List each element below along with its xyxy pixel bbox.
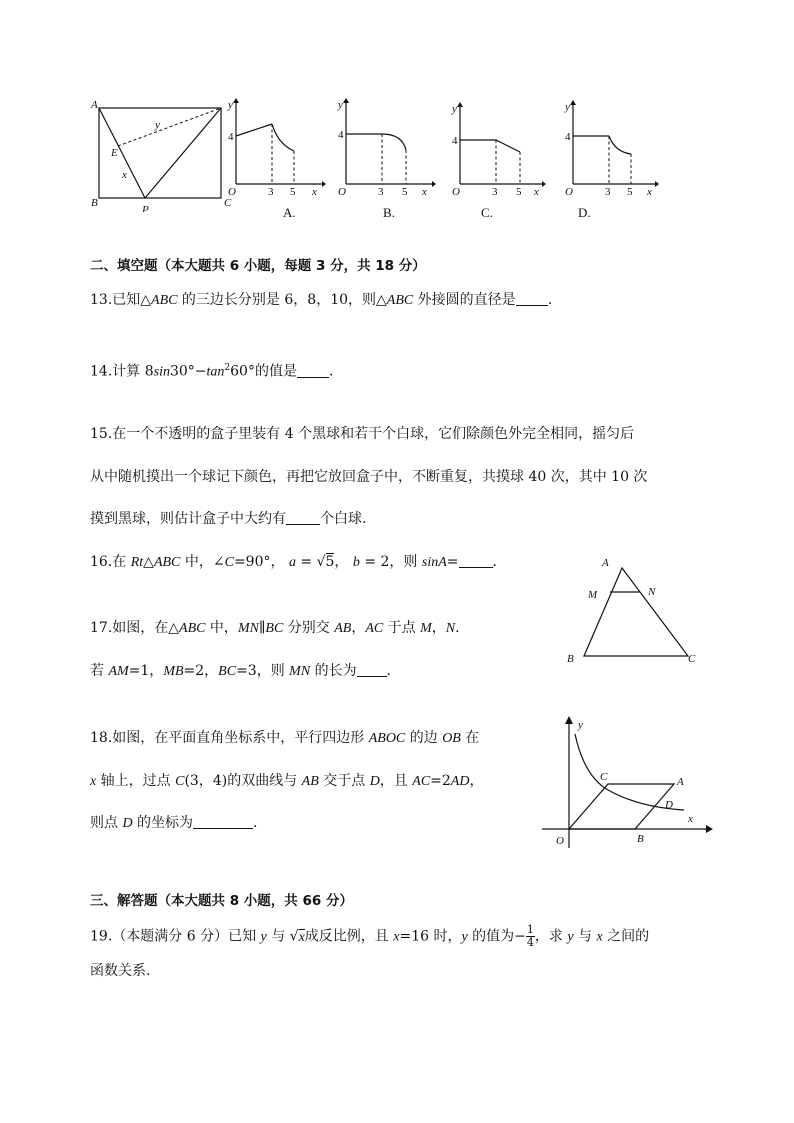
- svg-text:B: B: [637, 833, 644, 845]
- fraction-one-quarter: $\frac{1}{4}$: [526, 923, 534, 949]
- svg-text:x: x: [534, 186, 539, 198]
- svg-text:O: O: [452, 186, 460, 198]
- answer-blank-13[interactable]: [516, 291, 548, 306]
- option-b[interactable]: B.: [383, 205, 395, 220]
- section-3-title: 三、解答题（本大题共 8 小题，共 66 分）: [90, 893, 353, 909]
- svg-text:3: 3: [492, 186, 498, 198]
- option-c[interactable]: C.: [481, 205, 493, 220]
- svg-text:4: 4: [452, 135, 458, 147]
- svg-text:D: D: [665, 799, 673, 811]
- svg-text:4: 4: [228, 131, 234, 143]
- svg-text:3: 3: [378, 186, 384, 198]
- svg-text:y: y: [228, 99, 233, 111]
- graph-c-line: [460, 140, 520, 152]
- section-2-title: 二、填空题（本大题共 6 小题，每题 3 分，共 18 分）: [90, 258, 426, 274]
- question-18-line-1: 18.如图，在平面直角坐标系中，平行四边形 ABOC 的边 OB 在: [90, 730, 480, 746]
- triangle-abc: [584, 568, 688, 656]
- label-c: C: [224, 197, 232, 209]
- svg-text:O: O: [556, 835, 564, 847]
- graph-d: [563, 100, 663, 198]
- svg-text:M: M: [588, 589, 598, 601]
- svg-text:A: A: [677, 776, 684, 788]
- square-figure: [88, 96, 238, 212]
- svg-text:y: y: [565, 101, 570, 113]
- graph-c: [450, 102, 550, 198]
- segment-ap: [99, 108, 145, 198]
- svg-text:3: 3: [605, 186, 611, 198]
- question-19-line-2: 函数关系.: [90, 963, 151, 979]
- graph-d-curve: [609, 136, 631, 154]
- answer-blank-17[interactable]: [357, 662, 387, 677]
- graph-a-line: [236, 124, 272, 136]
- svg-text:4: 4: [338, 129, 344, 141]
- label-b: B: [91, 197, 98, 209]
- coordinate-figure: [538, 714, 714, 850]
- svg-text:5: 5: [516, 186, 522, 198]
- question-17-line-1: 17.如图，在△ABC 中，MN∥BC 分别交 AB，AC 于点 M，N.: [90, 620, 460, 636]
- label-p: P: [142, 204, 149, 212]
- triangle-abc-figure: [562, 550, 708, 668]
- answer-blank-16[interactable]: [459, 553, 493, 568]
- answer-blank-18[interactable]: [193, 814, 253, 829]
- answer-blank-14[interactable]: [297, 363, 329, 378]
- option-a[interactable]: A.: [283, 205, 296, 220]
- svg-text:O: O: [565, 186, 573, 198]
- svg-text:B: B: [567, 653, 574, 665]
- label-y: y: [155, 119, 160, 131]
- svg-text:3: 3: [268, 186, 274, 198]
- option-d[interactable]: D.: [578, 205, 591, 220]
- question-14: 14.计算 $8\sin 30^\circ-\tan^260^\circ$的值是 .: [90, 363, 334, 380]
- question-13: 13.已知△ABC 的三边长分别是 6，8，10，则△ABC 外接圆的直径是 .: [90, 292, 553, 308]
- label-e: E: [111, 147, 118, 159]
- graph-a-curve: [272, 124, 294, 151]
- svg-text:y: y: [578, 719, 583, 731]
- question-15-line-3: 摸到黑球，则估计盒子中大约有 个白球.: [90, 511, 367, 527]
- answer-blank-15[interactable]: [286, 510, 320, 525]
- question-17-line-2: 若 AM=1，MB=2，BC=3，则 MN 的长为 .: [90, 663, 392, 679]
- svg-text:4: 4: [565, 131, 571, 143]
- question-16: 16.在 Rt△ABC 中，∠C=90°， a = √5， b = 2，则 sinA= .: [90, 554, 497, 570]
- svg-text:x: x: [647, 186, 652, 198]
- graph-a: [226, 98, 326, 198]
- question-15-line-2: 从中随机摸出一个球记下颜色，再把它放回盒子中，不断重复，共摸球 40 次，其中 10 次: [90, 469, 648, 485]
- svg-text:5: 5: [290, 186, 296, 198]
- svg-text:A: A: [602, 557, 609, 569]
- graph-b: [336, 98, 436, 198]
- svg-text:y: y: [452, 103, 457, 115]
- svg-text:N: N: [648, 586, 656, 598]
- svg-text:5: 5: [402, 186, 408, 198]
- question-19-line-1: 19.（本题满分 6 分）已知 y 与 √x成反比例，且 x=16 时，y 的值为− $\frac{1}{4}$ ，求 y 与 x 之间的: [90, 923, 650, 949]
- svg-text:y: y: [338, 99, 343, 111]
- label-a: A: [91, 99, 98, 111]
- svg-text:x: x: [312, 186, 317, 198]
- svg-text:x: x: [422, 186, 427, 198]
- label-x: x: [122, 169, 127, 181]
- question-18-line-3: 则点 D 的坐标为 .: [90, 815, 258, 831]
- svg-text:O: O: [338, 186, 346, 198]
- svg-text:O: O: [228, 186, 236, 198]
- graph-b-curve: [382, 134, 406, 150]
- svg-text:C: C: [600, 771, 608, 783]
- question-15-line-1: 15.在一个不透明的盒子里装有 4 个黑球和若干个白球，它们除颜色外完全相同，摇匀后: [90, 426, 635, 442]
- svg-text:5: 5: [627, 186, 633, 198]
- question-18-line-2: x 轴上，过点 C(3，4)的双曲线与 AB 交于点 D，且 AC=2AD，: [90, 773, 484, 789]
- svg-text:x: x: [688, 813, 693, 825]
- svg-text:C: C: [688, 653, 696, 665]
